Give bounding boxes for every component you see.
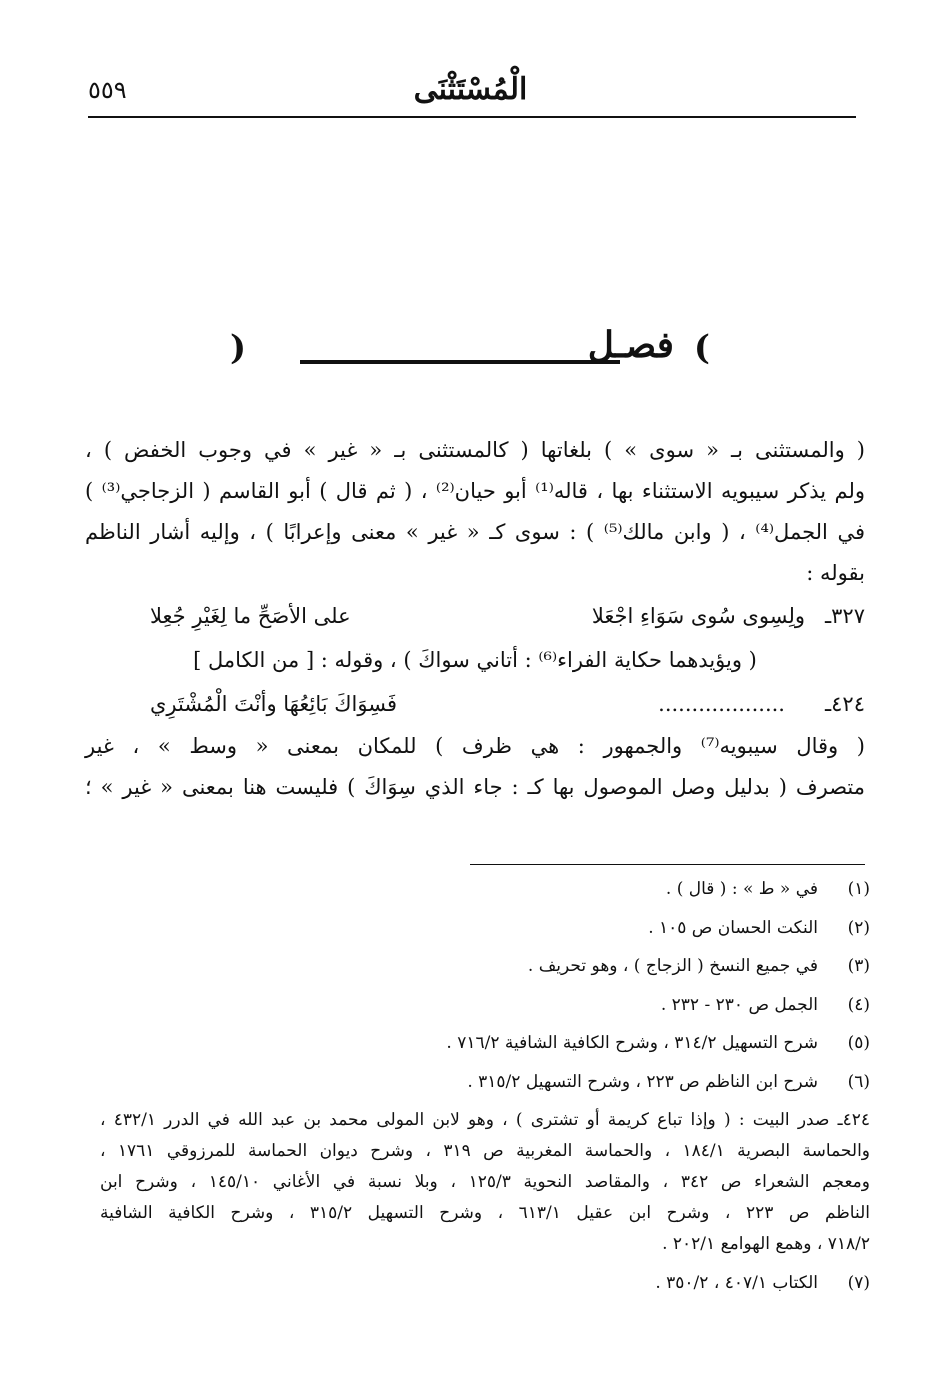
- footnote-number: (٥): [847, 1033, 870, 1053]
- heading-kashida-bar: [300, 360, 620, 364]
- footnote-number: (١): [847, 879, 870, 899]
- verse-327: [85, 594, 865, 638]
- footnote-424-line: ٤٢٤ـ صدر البيت : ( وإذا تباع كريمة أو تشترى ) ، وهو لابن المولى محمد بن عبد الله في الدرر ٤٣٢/١ ،: [100, 1110, 871, 1130]
- text-line: ولم يذكر سيبويه الاستثناء بها ، قاله⁽¹⁾ أبو حيان⁽²⁾ ، ( ثم قال ) أبو القاسم ( الزجاجي⁽³⁾ ): [85, 479, 865, 503]
- footnote: [100, 1264, 870, 1303]
- heading-text: فصـل: [587, 324, 674, 366]
- footnote: [100, 870, 870, 909]
- footnote-rule: [470, 864, 865, 865]
- verse-424: [85, 682, 865, 726]
- heading-open-paren: (: [693, 328, 710, 368]
- heading-close-paren: ): [230, 328, 247, 368]
- footnote-text: شرح التسهيل ٣١٤/٢ ، وشرح الكافية الشافية ٧١٦/٢ .: [446, 1033, 818, 1053]
- main-text: [85, 430, 865, 808]
- verse-number: ٤٢٤ـ: [825, 692, 865, 716]
- footnote-text: الجمل ص ٢٣٠ - ٢٣٢ .: [660, 994, 818, 1015]
- page-number: ٥٥٩: [88, 76, 127, 104]
- footnote-424-line: ومعجم الشعراء ص ٣٤٢ ، والمقاصد النحوية ١٢٥/٣ ، وبلا نسبة في الأغاني ١٤٥/١٠ ، وشرح ابن: [100, 1172, 870, 1192]
- footnote-number: (٤): [847, 994, 870, 1015]
- verse-second-hemistich: على الأصَحِّ ما لِغَيْرِ جُعِلا: [150, 604, 351, 628]
- running-title: الْمُسْتَثْنَى: [413, 72, 528, 107]
- footnote-424-line: الناظم ص ٢٢٣ ، وشرح ابن عقيل ٦١٣/١ ، وشرح التسهيل ٣١٥/٢ ، وشرح الكافية الشافية: [100, 1203, 871, 1223]
- footnote: [100, 1063, 870, 1102]
- footnote: [100, 986, 870, 1025]
- verse-second-hemistich: فَسِوَاكَ بَائِعُهَا وأنْتَ الْمُشْتَرِي: [150, 692, 397, 716]
- text-line: ( وقال سيبويه⁽⁷⁾ والجمهور : هي ظرف ) للمكان بمعنى « وسط » ، غير: [85, 734, 865, 758]
- verse-first-hemistich: ولِسِوى سُوى سَوَاءِ اجْعَلا: [591, 604, 805, 628]
- footnote-424-line: والحماسة البصرية ١٨٤/١ ، والحماسة المغربية ص ٣١٩ ، وشرح ديوان الحماسة للمرزوقي ١٧٦١ ،: [100, 1141, 871, 1161]
- footnote-number: (٦): [847, 1071, 870, 1092]
- text-line: في الجمل⁽⁴⁾ ، ( وابن مالك⁽⁵⁾ ) : سوى كـ « غير » معنى وإعرابًا ) ، وإليه أشار الناظم: [85, 520, 865, 544]
- footnote-number: (٧): [847, 1273, 870, 1293]
- footnote-text: شرح ابن الناظم ص ٢٢٣ ، وشرح التسهيل ٣١٥/٢ .: [467, 1071, 818, 1092]
- section-heading: [230, 320, 710, 390]
- text-line: ( والمستثنى بـ « سوى » ) بلغاتها ( كالمستثنى بـ « غير » في وجوب الخفض ) ،: [85, 438, 865, 462]
- footnote-number: (٣): [847, 956, 870, 976]
- verse-dots: ...................: [658, 692, 785, 716]
- footnote: [100, 1024, 870, 1063]
- verse-number: ٣٢٧ـ: [825, 604, 865, 628]
- text-line: متصرف ( بدليل وصل الموصول بها كـ : جاء الذي سِوَاكَ ) فليست هنا بمعنى « غير » ؛: [85, 775, 865, 799]
- footnote-text: النكت الحسان ص ١٠٥ .: [648, 917, 818, 938]
- footnote-text: في جميع النسخ ( الزجاج ) ، وهو تحريف .: [527, 956, 818, 976]
- footnote-text: في « ط » : ( قال ) .: [665, 879, 818, 899]
- header-rule: [88, 116, 856, 118]
- footnote: [100, 947, 870, 986]
- footnotes: [100, 870, 870, 1303]
- footnote: [100, 909, 870, 948]
- text-line: بقوله :: [806, 561, 865, 585]
- footnote-text: الكتاب ٤٠٧/١ ، ٣٥٠/٢ .: [655, 1273, 818, 1293]
- footnote-424-line: ٧١٨/٢ ، وهمع الهوامع ٢٠٢/١ .: [662, 1234, 870, 1254]
- footnote-number: (٢): [847, 917, 870, 938]
- text-line: ( ويؤيدهما حكاية الفراء⁽⁶⁾ : أتاني سواكَ ) ، وقوله : [ من الكامل ]: [193, 648, 757, 672]
